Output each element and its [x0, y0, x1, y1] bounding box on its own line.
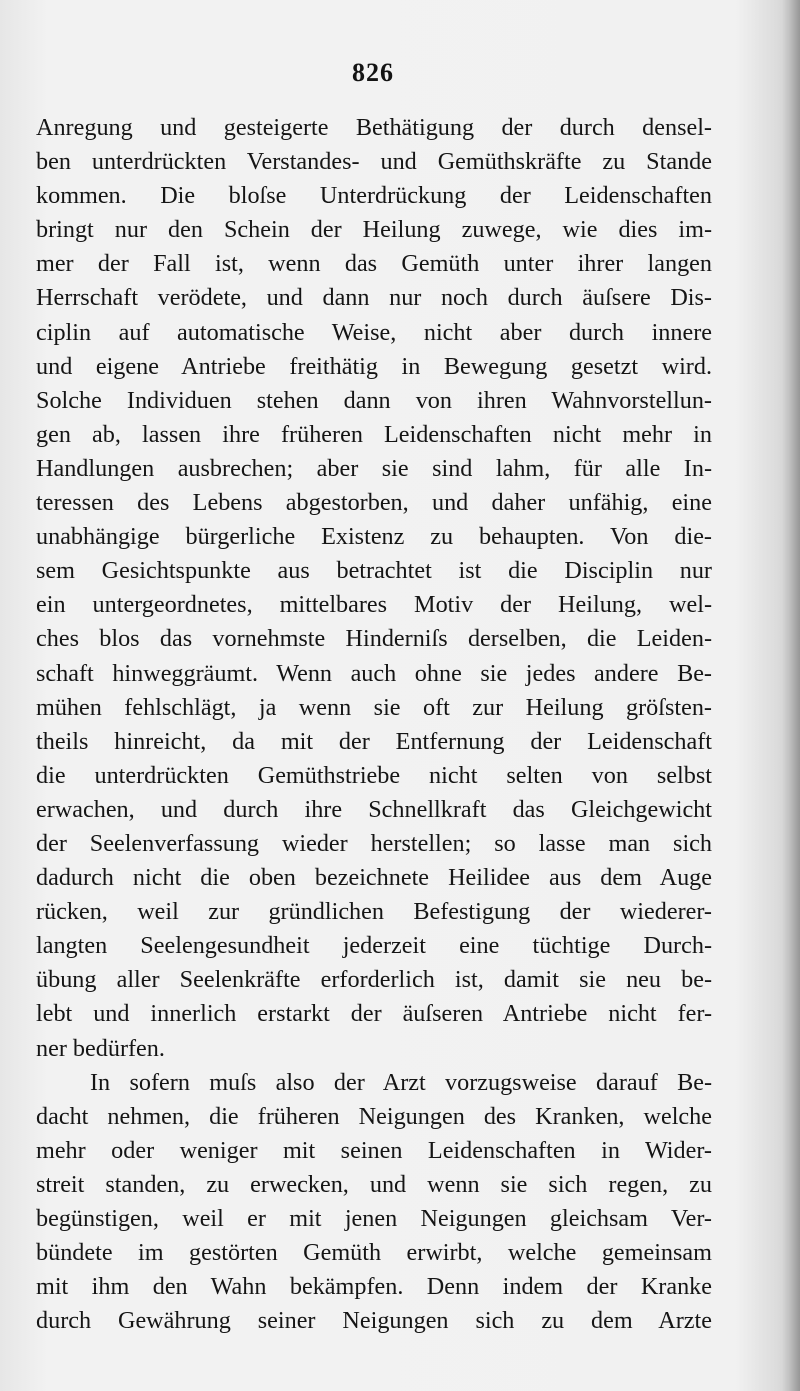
text-line: schaft hinweggräumt. Wenn auch ohne sie jedes andere Be- [36, 659, 712, 687]
text-line: theils hinreicht, da mit der Entfernung der Leidenschaft [36, 727, 712, 755]
text-line: streit standen, zu erwecken, und wenn sie sich regen, zu [36, 1170, 712, 1198]
text-line: übung aller Seelenkräfte erforderlich ist, damit sie neu be- [36, 966, 712, 994]
text-line: durch Gewährung seiner Neigungen sich zu dem Arzte [36, 1307, 712, 1335]
text-line: ben unterdrückten Verstandes- und Gemüthskräfte zu Stande [36, 148, 712, 176]
text-line: Handlungen ausbrechen; aber sie sind lahm, für alle In- [36, 454, 712, 482]
text-line: dacht nehmen, die früheren Neigungen des Kranken, welche [36, 1102, 712, 1130]
text-line: lebt und innerlich erstarkt der äuſseren Antriebe nicht fer- [36, 1000, 712, 1028]
text-line: erwachen, und durch ihre Schnellkraft das Gleichgewicht [36, 795, 712, 823]
text-line: Herrschaft verödete, und dann nur noch durch äuſsere Dis- [36, 284, 712, 312]
text-line: sem Gesichtspunkte aus betrachtet ist die Disciplin nur [36, 557, 712, 585]
text-line: bündete im gestörten Gemüth erwirbt, welche gemeinsam [36, 1239, 712, 1267]
text-line: mehr oder weniger mit seinen Leidenschaften in Wider- [36, 1136, 712, 1164]
text-line: bringt nur den Schein der Heilung zuwege, wie dies im- [36, 216, 712, 244]
text-line: begünstigen, weil er mit jenen Neigungen gleichsam Ver- [36, 1205, 712, 1232]
text-line: kommen. Die bloſse Unterdrückung der Leidenschaften [36, 182, 712, 210]
text-line: ein untergeordnetes, mittelbares Motiv der Heilung, wel- [36, 591, 712, 619]
text-line: die unterdrückten Gemüthstriebe nicht selten von selbst [36, 761, 712, 789]
text-line: Anregung und gesteigerte Bethätigung der durch densel- [36, 114, 712, 141]
text-line: langten Seelengesundheit jederzeit eine tüchtige Durch- [36, 932, 712, 960]
text-line: rücken, weil zur gründlichen Befestigung der wiederer- [36, 898, 712, 926]
page-number: 826 [352, 58, 394, 87]
text-line: ches blos das vornehmste Hinderniſs derselben, die Leiden- [36, 625, 712, 653]
text-line: gen ab, lassen ihre früheren Leidenschaften nicht mehr in [36, 420, 712, 448]
paragraph-end-line: ner bedürfen. [36, 1034, 165, 1062]
text-line: der Seelenverfassung wieder herstellen; so lasse man sich [36, 829, 712, 857]
text-line: dadurch nicht die oben bezeichnete Heilidee aus dem Auge [36, 864, 712, 892]
text-line: teressen des Lebens abgestorben, und daher unfähig, eine [36, 489, 712, 517]
text-line: mit ihm den Wahn bekämpfen. Denn indem der Kranke [36, 1273, 712, 1301]
paragraph-start-line: In sofern muſs also der Arzt vorzugsweise darauf Be- [90, 1068, 712, 1096]
text-line: Solche Individuen stehen dann von ihren Wahnvorstellun- [36, 386, 712, 414]
text-line: mer der Fall ist, wenn das Gemüth unter ihrer langen [36, 250, 712, 278]
text-line: und eigene Antriebe freithätig in Bewegung gesetzt wird. [36, 352, 712, 380]
text-line: unabhängige bürgerliche Existenz zu behaupten. Von die- [36, 523, 712, 551]
body-text [36, 111, 712, 1338]
page-edge-shadow [782, 0, 800, 1391]
text-line: ciplin auf automatische Weise, nicht aber durch innere [36, 318, 712, 346]
text-line: mühen fehlschlägt, ja wenn sie oft zur Heilung gröſsten- [36, 693, 712, 721]
